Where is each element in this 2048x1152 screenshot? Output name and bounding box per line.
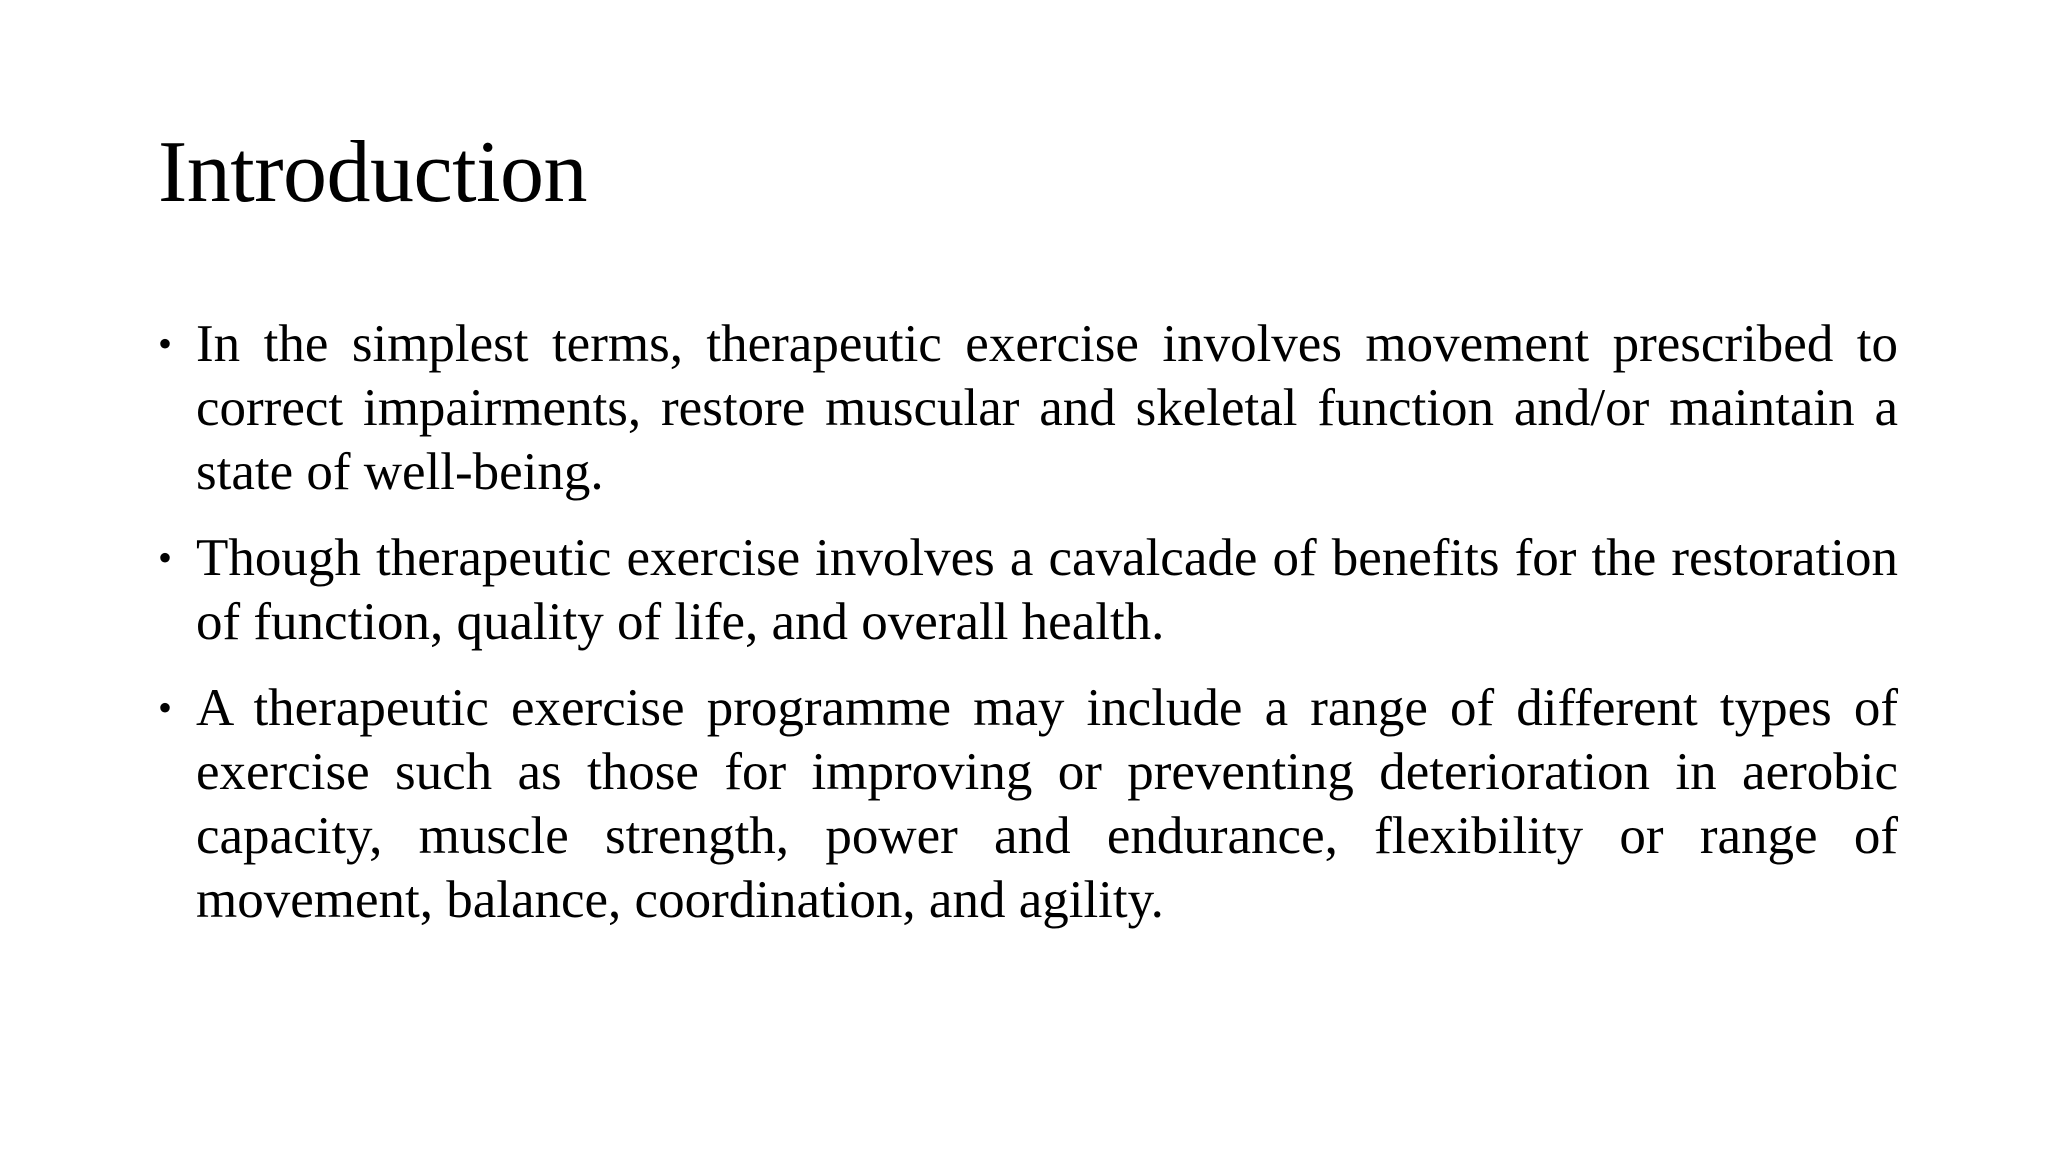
bullet-text: A therapeutic exercise programme may include a range of different types of exercise such as those for improving or preventing deterioration in aerobic capacity, muscle strength, power and endurance, flexibility or range of movement, balance, coordination, and agility. xyxy=(196,679,1898,929)
bullet-icon: • xyxy=(158,535,173,580)
bullet-icon: • xyxy=(158,321,173,366)
bullet-icon: • xyxy=(158,685,173,730)
bullet-item xyxy=(158,526,1898,654)
bullet-text: Though therapeutic exercise involves a cavalcade of benefits for the restoration of function, quality of life, and overall health. xyxy=(196,529,1898,651)
bullet-item xyxy=(158,312,1898,504)
bullet-item xyxy=(158,676,1898,932)
slide-title: Introduction xyxy=(158,124,588,221)
bullet-text: In the simplest terms, therapeutic exercise involves movement prescribed to correct impairments, restore muscular and skeletal function and/or maintain a state of well-being. xyxy=(196,315,1898,501)
bullet-list xyxy=(158,312,1898,954)
